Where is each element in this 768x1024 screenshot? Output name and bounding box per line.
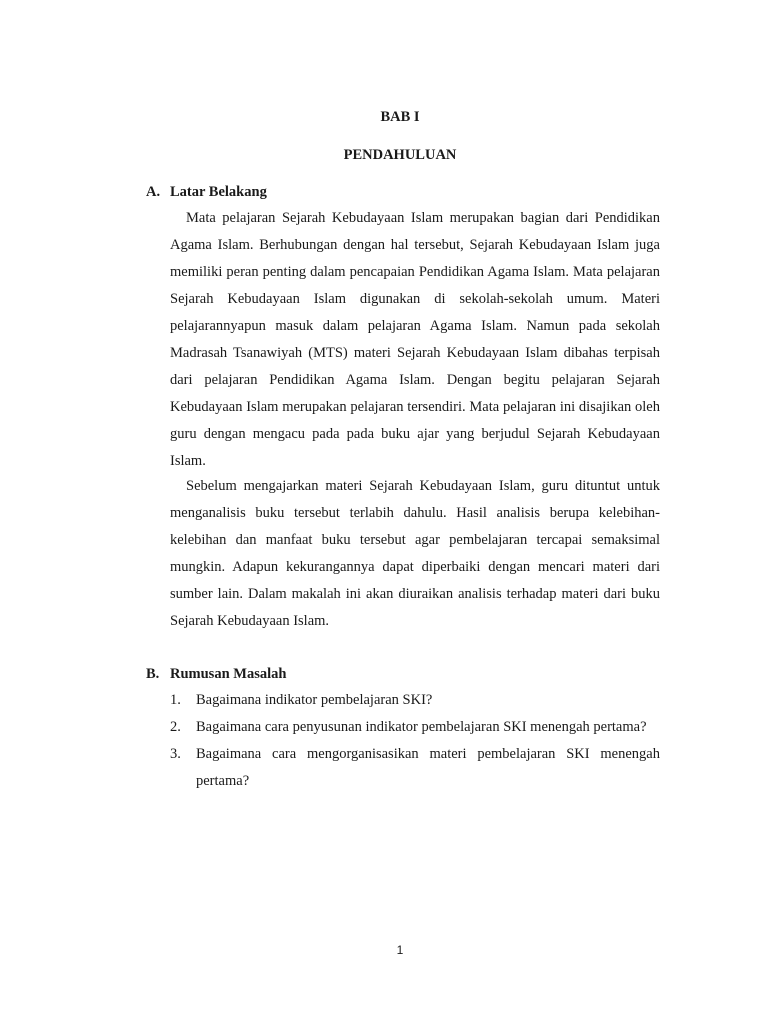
list-item <box>170 741 660 795</box>
list-item-number: 3. <box>170 746 181 762</box>
section-heading-rumusan-masalah <box>146 666 286 683</box>
chapter-title: PENDAHULUAN <box>343 147 457 163</box>
paragraph-1: Mata pelajaran Sejarah Kebudayaan Islam merupakan bagian dari Pendidikan Agama Islam. Berhubungan dengan hal tersebut, Sejarah Kebudayaan Islam juga memiliki peran penting dalam pencapaian Pendidikan Agama Islam. Mata pelajaran Sejarah Kebudayaan Islam digunakan di sekolah-sekolah umum. Materi pelajarannyapun masuk dalam pelajaran Agama Islam. Namun pada sekolah Madrasah Tsanawiyah (MTS) materi Sejarah Kebudayaan Islam dibahas terpisah dari pelajaran Pendidikan Agama Islam. Dengan begitu pelajaran Sejarah Kebudayaan Islam merupakan pelajaran tersendiri. Mata pelajaran ini disajikan oleh guru dengan mengacu pada pada buku ajar yang berjudul Sejarah Kebudayaan Islam. <box>170 210 660 469</box>
question-list <box>170 687 660 795</box>
list-item-number: 1. <box>170 692 181 708</box>
section-letter: B. <box>146 666 160 682</box>
list-item <box>170 714 660 741</box>
page-number: 1 <box>396 943 404 957</box>
list-item-text: Bagaimana indikator pembelajaran SKI? <box>196 692 433 708</box>
list-item-text: Bagaimana cara penyusunan indikator pembelajaran SKI menengah pertama? <box>196 719 647 735</box>
list-item <box>170 687 660 714</box>
paragraph-2: Sebelum mengajarkan materi Sejarah Kebudayaan Islam, guru dituntut untuk menganalisis buku tersebut terlabih dahulu. Hasil analisis berupa kelebihan-kelebihan dan manfaat buku tersebut agar pembelajaran tercapai semaksimal mungkin. Adapun kekurangannya dapat diperbaiki dengan mencari materi dari sumber lain. Dalam makalah ini akan diuraikan analisis terhadap materi dari buku Sejarah Kebudayaan Islam. <box>170 478 660 629</box>
section-letter: A. <box>146 184 161 200</box>
section-title: Rumusan Masalah <box>170 666 287 682</box>
section-heading-latar-belakang <box>146 184 267 201</box>
list-item-text: Bagaimana cara mengorganisasikan materi pembelajaran SKI menengah pertama? <box>196 746 660 789</box>
chapter-number: BAB I <box>380 109 420 125</box>
list-item-number: 2. <box>170 719 181 735</box>
section-title: Latar Belakang <box>170 184 267 200</box>
